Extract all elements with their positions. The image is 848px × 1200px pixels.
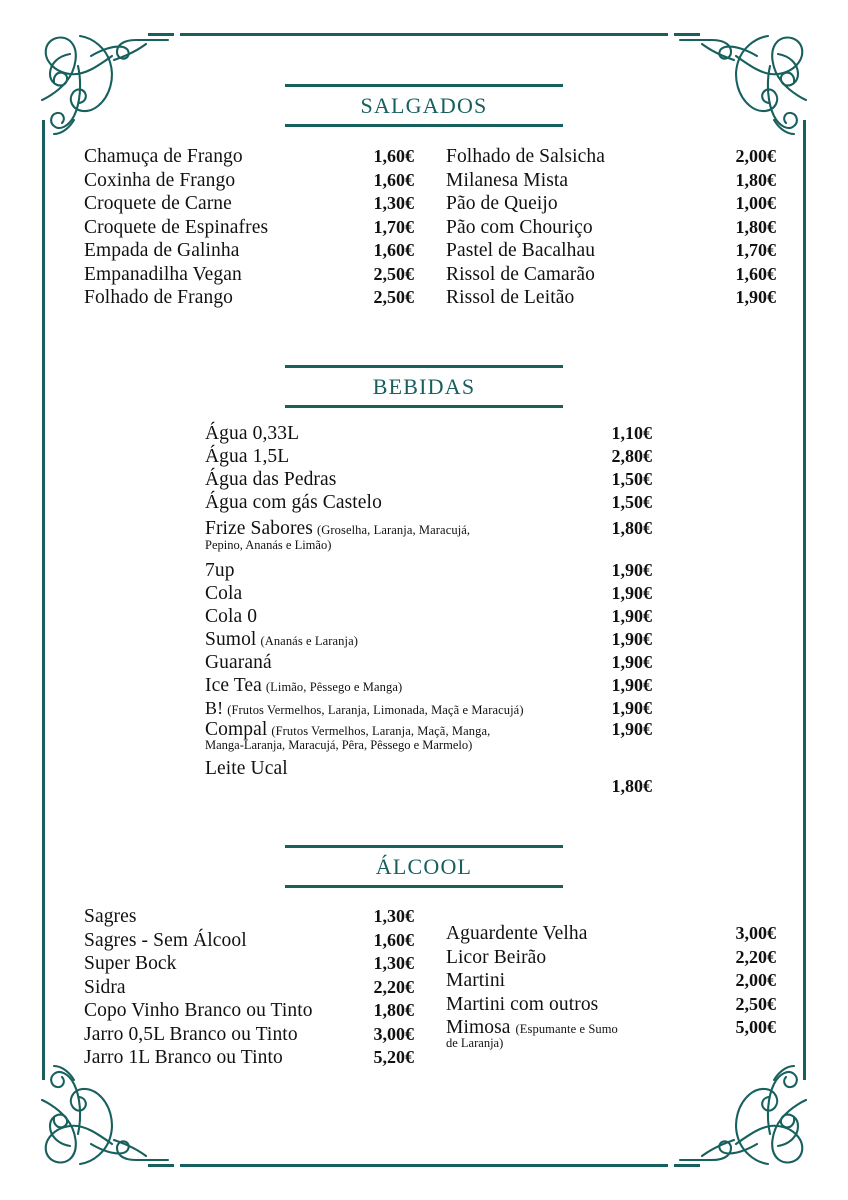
menu-item [84, 287, 424, 311]
item-name: Frize Sabores [205, 518, 313, 539]
menu-item [205, 719, 848, 738]
menu-item [446, 1017, 786, 1036]
item-name: Sumol [205, 629, 257, 650]
item-description: (Frutos Vermelhos, Laranja, Maçã, Manga, [271, 724, 491, 738]
menu-item [84, 930, 424, 954]
item-price: 1,90€ [611, 560, 652, 580]
item-price: 1,80€ [735, 216, 776, 237]
menu-item [205, 492, 848, 518]
item-name: Guaraná [205, 652, 272, 673]
item-name: Água com gás Castelo [205, 492, 382, 513]
item-name: Mimosa [446, 1017, 511, 1038]
item-name: Jarro 0,5L Branco ou Tinto [84, 1023, 298, 1045]
item-price: 1,90€ [735, 287, 776, 307]
item-price: 1,60€ [373, 146, 414, 166]
corner-flourish-icon [660, 1064, 830, 1184]
item-price: 1,00€ [735, 193, 776, 213]
menu-item [205, 446, 848, 469]
item-name: Martini com outros [446, 993, 599, 1015]
item-price: 1,90€ [611, 629, 652, 649]
menu-item [84, 1000, 424, 1024]
menu-item [205, 758, 848, 796]
item-name: Cola [205, 583, 243, 604]
salgados-columns [0, 146, 848, 311]
frame-line-bottom [180, 1164, 668, 1167]
section-title: SALGADOS [360, 93, 488, 118]
menu-item [446, 287, 786, 311]
item-price: 1,70€ [373, 216, 414, 237]
item-price: 1,60€ [735, 263, 776, 284]
item-price: 5,00€ [735, 1017, 776, 1037]
item-price: 1,90€ [611, 698, 652, 718]
item-price: 2,20€ [735, 946, 776, 967]
alcool-right-column [446, 906, 786, 1071]
section-salgados [0, 84, 848, 311]
menu-item [84, 264, 424, 288]
section-rule-bottom [285, 124, 563, 127]
item-name: Pão com Chouriço [446, 216, 593, 238]
item-description: (Frutos Vermelhos, Laranja, Limonada, Maçã e Maracujá) [227, 703, 524, 717]
item-description-continued-wrap [205, 538, 848, 560]
item-name: Copo Vinho Branco ou Tinto [84, 1000, 313, 1021]
item-name: Jarro 1L Branco ou Tinto [84, 1047, 283, 1068]
menu-item [205, 469, 848, 492]
menu-item [205, 652, 848, 675]
bebidas-list [0, 423, 848, 796]
item-price: 2,50€ [373, 263, 414, 284]
item-name: Super Bock [84, 953, 177, 974]
menu-item [446, 994, 786, 1018]
section-header-bebidas [285, 365, 563, 408]
item-price: 1,90€ [611, 606, 652, 626]
item-price: 1,50€ [611, 492, 652, 512]
item-name: Rissol de Camarão [446, 263, 596, 285]
frame-line-top [180, 33, 668, 36]
item-price: 1,30€ [373, 953, 414, 973]
item-price: 2,00€ [735, 146, 776, 166]
item-price: 3,00€ [373, 1023, 414, 1044]
item-name: Martini [446, 970, 506, 991]
item-name: Água 0,33L [205, 423, 300, 444]
item-name: 7up [205, 560, 235, 581]
item-price: 2,50€ [735, 993, 776, 1014]
item-price: 1,90€ [611, 652, 652, 672]
item-name: Aguardente Velha [446, 923, 588, 944]
menu-item [446, 170, 786, 194]
section-rule-bottom [285, 405, 563, 408]
menu-item [205, 560, 848, 583]
menu-item [84, 146, 424, 170]
menu-item [84, 193, 424, 217]
item-name: Água 1,5L [205, 446, 290, 467]
menu-item [446, 217, 786, 241]
item-price: 1,90€ [611, 675, 652, 695]
section-bebidas [0, 365, 848, 796]
item-name: Empada de Galinha [84, 240, 240, 261]
item-price: 1,70€ [735, 240, 776, 260]
menu-item [84, 217, 424, 241]
item-description-continued: Manga-Laranja, Maracujá, Pêra, Pêssego e Marmelo) [205, 738, 473, 752]
item-price: 3,00€ [735, 923, 776, 943]
menu-item [446, 193, 786, 217]
menu-item [446, 240, 786, 264]
salgados-left-column [84, 146, 424, 311]
item-name: Rissol de Leitão [446, 287, 575, 308]
menu-item [205, 675, 848, 698]
alcool-columns [0, 906, 848, 1071]
item-price: 1,60€ [373, 240, 414, 260]
item-price: 2,50€ [373, 287, 414, 307]
menu-item [446, 947, 786, 971]
item-name: Água das Pedras [205, 469, 337, 490]
section-header-salgados [285, 84, 563, 127]
item-name: Compal [205, 719, 268, 740]
item-price: 1,10€ [611, 423, 652, 443]
section-header-alcool [285, 845, 563, 888]
menu-item [84, 240, 424, 264]
item-description: (Ananás e Laranja) [260, 634, 359, 648]
item-description-continued-wrap [205, 738, 848, 758]
menu-item [84, 953, 424, 977]
item-price: 2,20€ [373, 976, 414, 997]
salgados-right-column [446, 146, 786, 311]
menu-item [446, 264, 786, 288]
menu-item [84, 170, 424, 194]
menu-item [84, 1024, 424, 1048]
menu-item [446, 923, 786, 947]
item-description: (Espumante e Sumo [515, 1022, 618, 1036]
section-alcool [0, 845, 848, 1071]
item-description: (Groselha, Laranja, Maracujá, [316, 523, 471, 537]
item-description-continued: Pepino, Ananás e Limão) [205, 538, 332, 552]
menu-item [205, 698, 848, 719]
item-price: 2,80€ [611, 446, 652, 466]
item-description: (Limão, Pêssego e Manga) [265, 680, 403, 694]
menu-item [84, 906, 424, 930]
item-price: 5,20€ [373, 1047, 414, 1067]
item-name: Ice Tea [205, 675, 262, 696]
item-name: Folhado de Salsicha [446, 146, 605, 167]
item-name: Folhado de Frango [84, 287, 234, 308]
item-name: Croquete de Espinafres [84, 216, 269, 238]
menu-item [205, 606, 848, 629]
item-name: Croquete de Carne [84, 193, 232, 214]
item-name: Empanadilha Vegan [84, 263, 242, 285]
menu-item [205, 423, 848, 446]
item-price: 1,50€ [611, 469, 652, 489]
item-price: 2,00€ [735, 970, 776, 990]
alcool-left-column [84, 906, 424, 1071]
section-title: BEBIDAS [372, 374, 476, 399]
item-price: 1,80€ [611, 518, 652, 538]
item-name: Sagres [84, 906, 137, 927]
item-name: Coxinha de Frango [84, 169, 236, 191]
item-name: Licor Beirão [446, 946, 547, 968]
menu-item [446, 970, 786, 994]
item-price: 1,80€ [735, 169, 776, 190]
item-price: 1,30€ [373, 906, 414, 926]
menu-item [205, 583, 848, 606]
menu-item [446, 146, 786, 170]
menu-item [205, 629, 848, 652]
item-name: Leite Ucal [205, 758, 288, 779]
section-title: ÁLCOOL [375, 854, 473, 879]
menu-item [84, 977, 424, 1001]
corner-flourish-icon [18, 1064, 188, 1184]
item-name: Chamuça de Frango [84, 146, 243, 167]
item-price: 1,90€ [611, 719, 652, 739]
item-name: Pão de Queijo [446, 193, 558, 214]
item-price: 1,80€ [611, 776, 652, 796]
item-price: 1,30€ [373, 193, 414, 213]
section-rule-bottom [285, 885, 563, 888]
item-name: Cola 0 [205, 606, 258, 627]
item-name: Sagres - Sem Álcool [84, 929, 247, 951]
item-price: 1,90€ [611, 583, 652, 603]
item-price: 1,60€ [373, 169, 414, 190]
menu-item [84, 1047, 424, 1071]
item-name: Pastel de Bacalhau [446, 240, 596, 261]
menu-item [205, 518, 848, 538]
item-name: B! [205, 698, 224, 718]
item-name: Milanesa Mista [446, 169, 569, 191]
item-price: 1,80€ [373, 1000, 414, 1020]
item-name: Sidra [84, 976, 126, 998]
item-price: 1,60€ [373, 929, 414, 950]
item-description-continued: de Laranja) [446, 1036, 504, 1050]
